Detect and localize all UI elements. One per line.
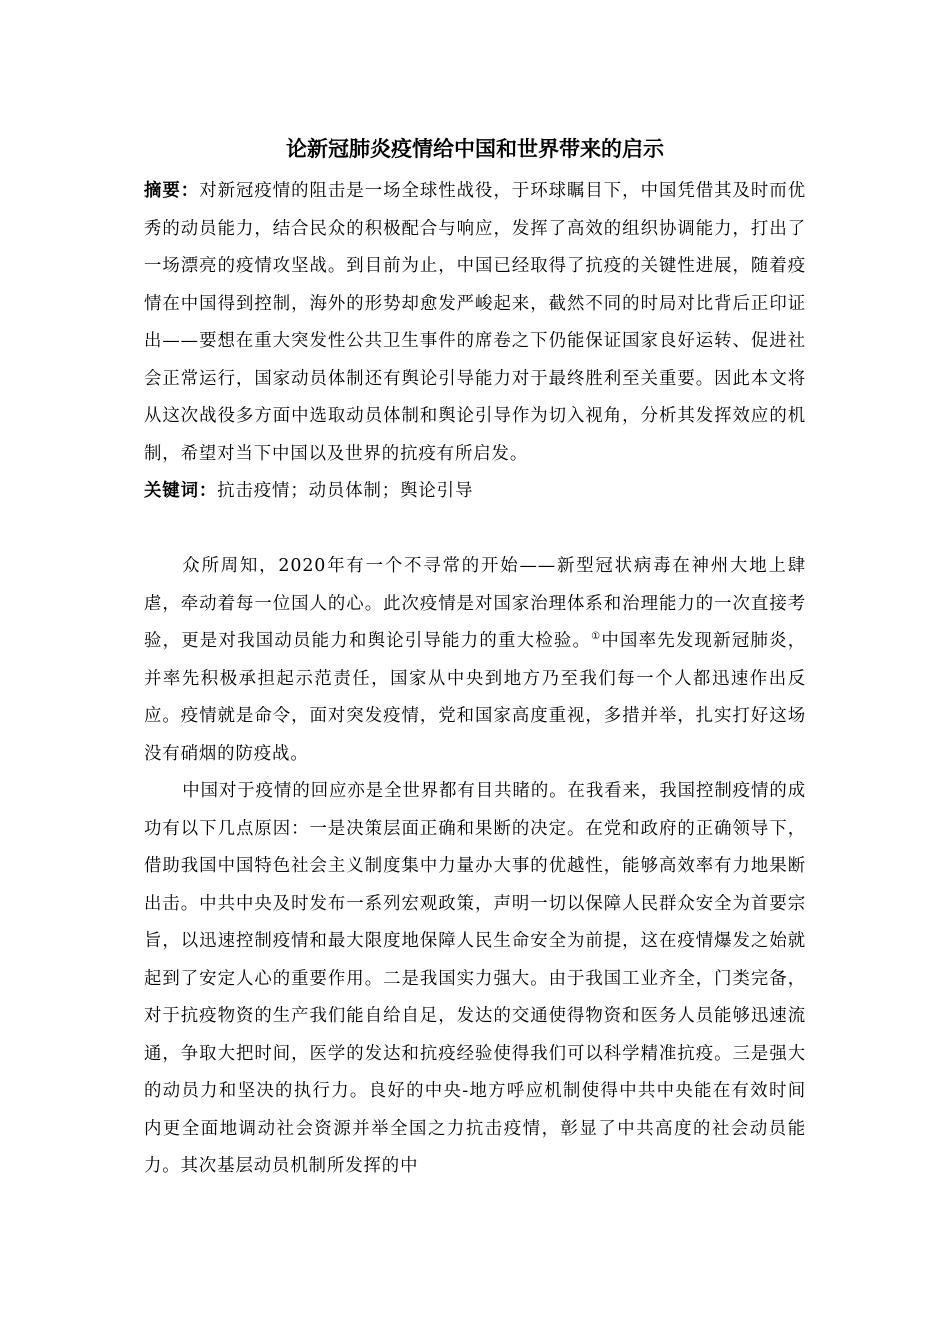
document-body [144, 173, 806, 1186]
paragraph-1-part-b: 中国率先发现新冠肺炎，并率先积极承担起示范责任，国家从中央到地方乃至我们每一个人都迅速作出反应。疫情就是命令，面对突发疫情，党和国家高度重视，多措并举，扎实打好这场没有硝烟的防疫战。 [144, 631, 806, 764]
footnote-marker[interactable]: ① [591, 631, 602, 642]
body-paragraph-2: 中国对于疫情的回应亦是全世界都有目共睹的。在我看来，我国控制疫情的成功有以下几点原因：一是决策层面正确和果断的决定。在党和政府的正确领导下，借助我国中国特色社会主义制度集中力量办大事的优越性，能够高效率有力地果断出击。中共中央及时发布一系列宏观政策，声明一切以保障人民群众安全为首要宗旨，以迅速控制疫情和最大限度地保障人民生命安全为前提，这在疫情爆发之始就起到了安定人心的重要作用。二是我国实力强大。由于我国工业齐全，门类完备，对于抗疫物资的生产我们能自给自足，发达的交通使得物资和医务人员能够迅速流通，争取大把时间，医学的发达和抗疫经验使得我们可以科学精准抗疫。三是强大的动员力和坚决的执行力。良好的中央-地方呼应机制使得中共中央能在有效时间内更全面地调动社会资源并举全国之力抗击疫情，彰显了中共高度的社会动员能力。其次基层动员机制所发挥的中 [144, 781, 806, 1176]
keywords-label: 关键词： [144, 481, 218, 501]
keywords [144, 473, 806, 511]
abstract [144, 173, 806, 473]
paragraph-1-part-a: 众所周知，2020年有一个不寻常的开始——新型冠状病毒在神州大地上肆虐，牵动着每一位国人的心。此次疫情是对国家治理体系和治理能力的一次直接考验，更是对我国动员能力和舆论引导能力的重大检验。 [144, 556, 806, 651]
abstract-label: 摘要： [144, 181, 200, 201]
section-spacer [144, 511, 806, 549]
abstract-text: 对新冠疫情的阻击是一场全球性战役，于环球瞩目下，中国凭借其及时而优秀的动员能力，结合民众的积极配合与响应，发挥了高效的组织协调能力，打出了一场漂亮的疫情攻坚战。到目前为止，中国已经取得了抗疫的关键性进展，随着疫情在中国得到控制，海外的形势却愈发严峻起来，截然不同的时局对比背后正印证出——要想在重大突发性公共卫生事件的席卷之下仍能保证国家良好运转、促进社会正常运行，国家动员体制还有舆论引导能力对于最终胜利至关重要。因此本文将从这次战役多方面中选取动员体制和舆论引导作为切入视角，分析其发挥效应的机制，希望对当下中国以及世界的抗疫有所启发。 [144, 181, 806, 464]
body-paragraph-1 [144, 548, 806, 773]
keywords-text: 抗击疫情；动员体制；舆论引导 [217, 481, 474, 501]
document-title: 论新冠肺炎疫情给中国和世界带来的启示 [286, 137, 664, 161]
